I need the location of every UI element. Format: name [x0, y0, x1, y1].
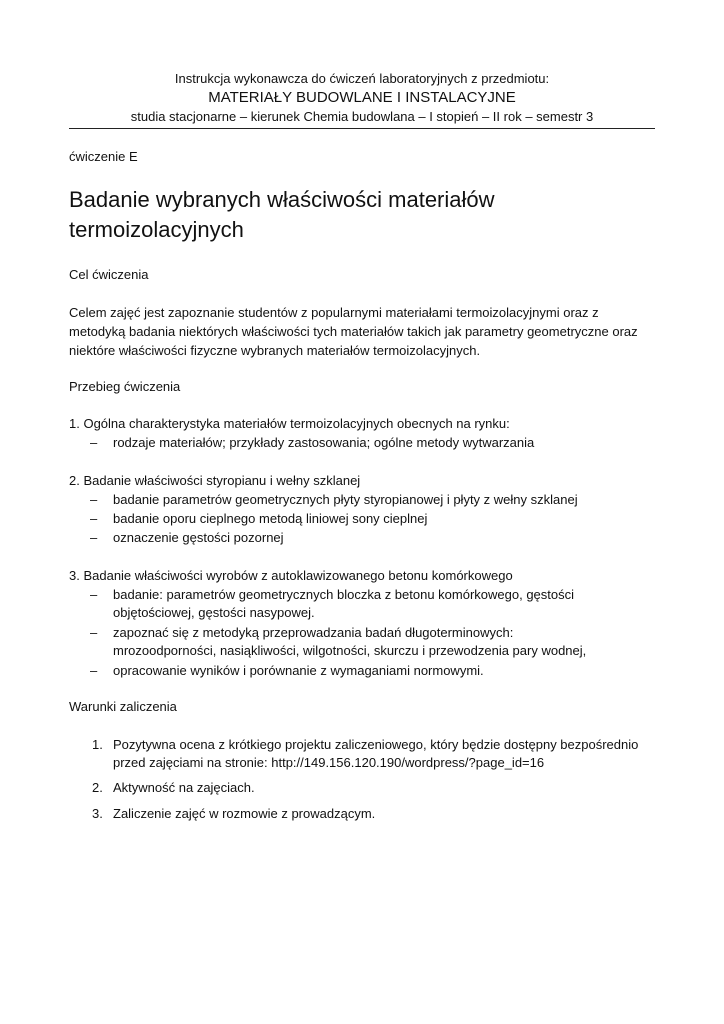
conditions-heading: Warunki zaliczenia [69, 699, 177, 714]
condition-item: Aktywność na zajęciach. [113, 780, 255, 795]
goal-heading: Cel ćwiczenia [69, 267, 149, 282]
list-item: badanie: parametrów geometrycznych bloczka z betonu komórkowego, gęstości [113, 587, 575, 602]
dash-bullet: – [90, 435, 98, 450]
dash-bullet: – [90, 663, 98, 678]
header-line-1: Instrukcja wykonawcza do ćwiczeń laboratoryjnych z przedmiotu: [174, 71, 550, 86]
course-heading: Przebieg ćwiczenia [69, 379, 181, 394]
condition-item-continuation: przed zajęciami na stronie: http://149.156.120.190/wordpress/?page_id=16 [113, 755, 545, 770]
list-item: opracowanie wyników i porównanie z wymaganiami normowymi. [113, 663, 484, 678]
condition-item: Zaliczenie zajęć w rozmowie z prowadzącym. [113, 806, 376, 821]
title-line-2: termoizolacyjnych [69, 217, 244, 242]
goal-paragraph-line: Celem zajęć jest zapoznanie studentów z popularnymi materiałami termoizolacyjnymi oraz z [69, 305, 599, 320]
dash-bullet: – [90, 530, 98, 545]
dash-bullet: – [90, 625, 98, 640]
exercise-label: ćwiczenie E [69, 149, 138, 164]
section-2-title: 2. Badanie właściwości styropianu i wełny szklanej [69, 473, 361, 488]
page-title [69, 185, 659, 245]
section-3-title: 3. Badanie właściwości wyrobów z autoklawizowanego betonu komórkowego [69, 568, 513, 583]
list-item-continuation: mrozoodporności, nasiąkliwości, wilgotności, skurczu i przewodzenia pary wodnej, [113, 643, 587, 658]
header-course-name: MATERIAŁY BUDOWLANE I INSTALACYJNE [208, 89, 516, 106]
header-line-3: studia stacjonarne – kierunek Chemia budowlana – I stopień – II rok – semestr 3 [130, 109, 594, 124]
goal-paragraph-line: metodyką badania niektórych właściwości tych materiałów takich jak parametry geometryczne oraz [69, 324, 638, 339]
condition-item: Pozytywna ocena z krótkiego projektu zaliczeniowego, który będzie dostępny bezpośrednio [113, 737, 639, 752]
header-divider [69, 128, 655, 129]
list-number: 1. [92, 737, 103, 752]
dash-bullet: – [90, 511, 98, 526]
dash-bullet: – [90, 587, 98, 602]
document-header [69, 70, 655, 126]
list-item-continuation: objętościowej, gęstości nasypowej. [113, 605, 315, 620]
section-1-title: 1. Ogólna charakterystyka materiałów termoizolacyjnych obecnych na rynku: [69, 416, 510, 431]
list-item: rodzaje materiałów; przykłady zastosowania; ogólne metody wytwarzania [113, 435, 535, 450]
list-number: 2. [92, 780, 103, 795]
dash-bullet: – [90, 492, 98, 507]
list-item: badanie oporu cieplnego metodą liniowej sony cieplnej [113, 511, 428, 526]
list-item: badanie parametrów geometrycznych płyty styropianowej i płyty z wełny szklanej [113, 492, 578, 507]
list-number: 3. [92, 806, 103, 821]
list-item: oznaczenie gęstości pozornej [113, 530, 284, 545]
title-line-1: Badanie wybranych właściwości materiałów [69, 187, 495, 212]
list-item: zapoznać się z metodyką przeprowadzania badań długoterminowych: [113, 625, 514, 640]
goal-paragraph-line: niektóre właściwości fizyczne wybranych materiałów termoizolacyjnych. [69, 343, 481, 358]
